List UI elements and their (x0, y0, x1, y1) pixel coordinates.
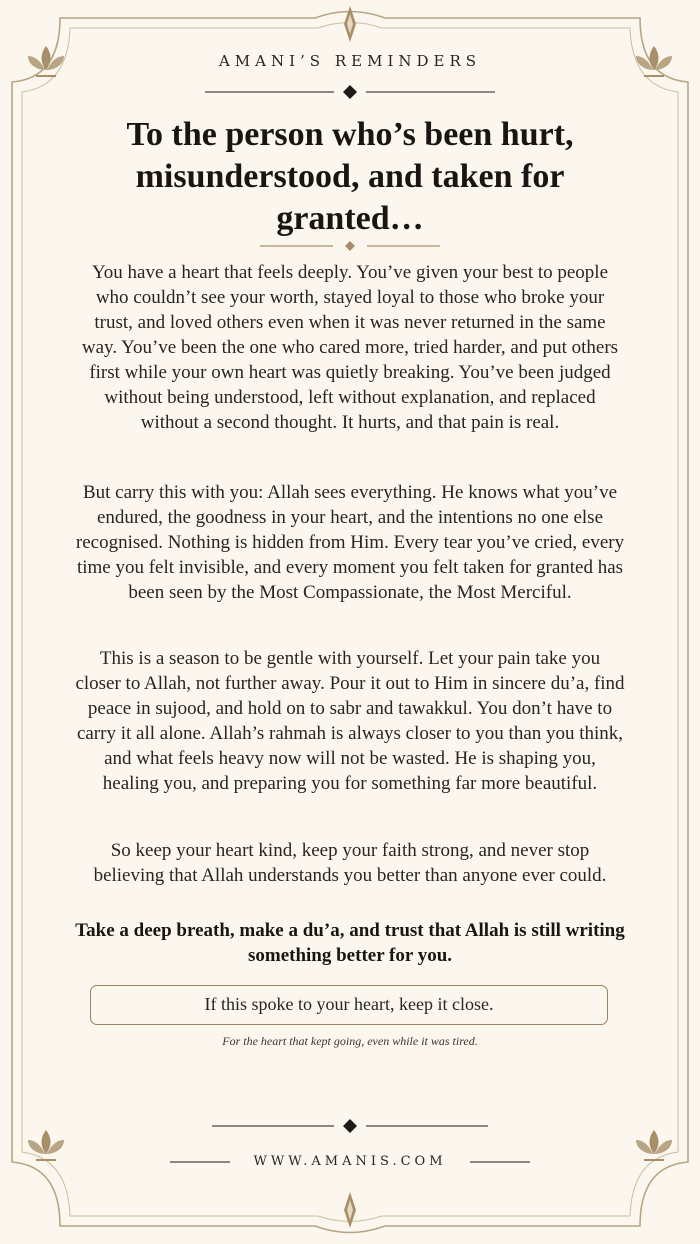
brand-title: AMANI’S REMINDERS (218, 52, 482, 70)
website-link[interactable]: WWW.AMANIS.COM (253, 1154, 447, 1169)
page-title: To the person who’s been hurt, misunderstood, and taken for granted… (126, 116, 574, 237)
paragraph-2: But carry this with you: Allah sees everything. He knows what you’ve endured, the goodness in your heart, and the intentions no one else recognised. Nothing is hidden from Him. Every tear you’ve cried, every time you felt invisible, and every moment you felt taken for granted has been seen by the Most Compassionate, the Most Merciful. (75, 482, 625, 603)
brand-divider (0, 82, 700, 102)
paragraph-4: So keep your heart kind, keep your faith strong, and never stop believing that Allah understands you better than anyone ever could. (93, 840, 607, 886)
closing-statement: Take a deep breath, make a du’a, and trust that Allah is still writing something better for you. (75, 920, 625, 966)
tagline: For the heart that kept going, even while it was tired. (222, 1034, 478, 1048)
keep-close-box: If this spoke to your heart, keep it close. (90, 985, 608, 1025)
paragraph-3: This is a season to be gentle with yourself. Let your pain take you closer to Allah, not further away. Pour it out to Him in sincere du’a, find peace in sujood, and hold on to sabr and tawakkul. You don’t have to carry it all alone. Allah’s rahmah is always closer to you than you think, and what feels heavy now will not be wasted. He is shaping you, healing you, and preparing you for something far more beautiful. (75, 648, 625, 794)
title-divider (0, 236, 700, 256)
paragraph-1: You have a heart that feels deeply. You’ve given your best to people who couldn’t see your worth, stayed loyal to those who broke your trust, and loved others even when it was never returned in the same way. You’ve been the one who cared more, tried harder, and put others first while your own heart was quietly breaking. You’ve been judged without being understood, left without explanation, and replaced without a second thought. It hurts, and that pain is real. (81, 262, 619, 433)
footer-divider (0, 1116, 700, 1136)
